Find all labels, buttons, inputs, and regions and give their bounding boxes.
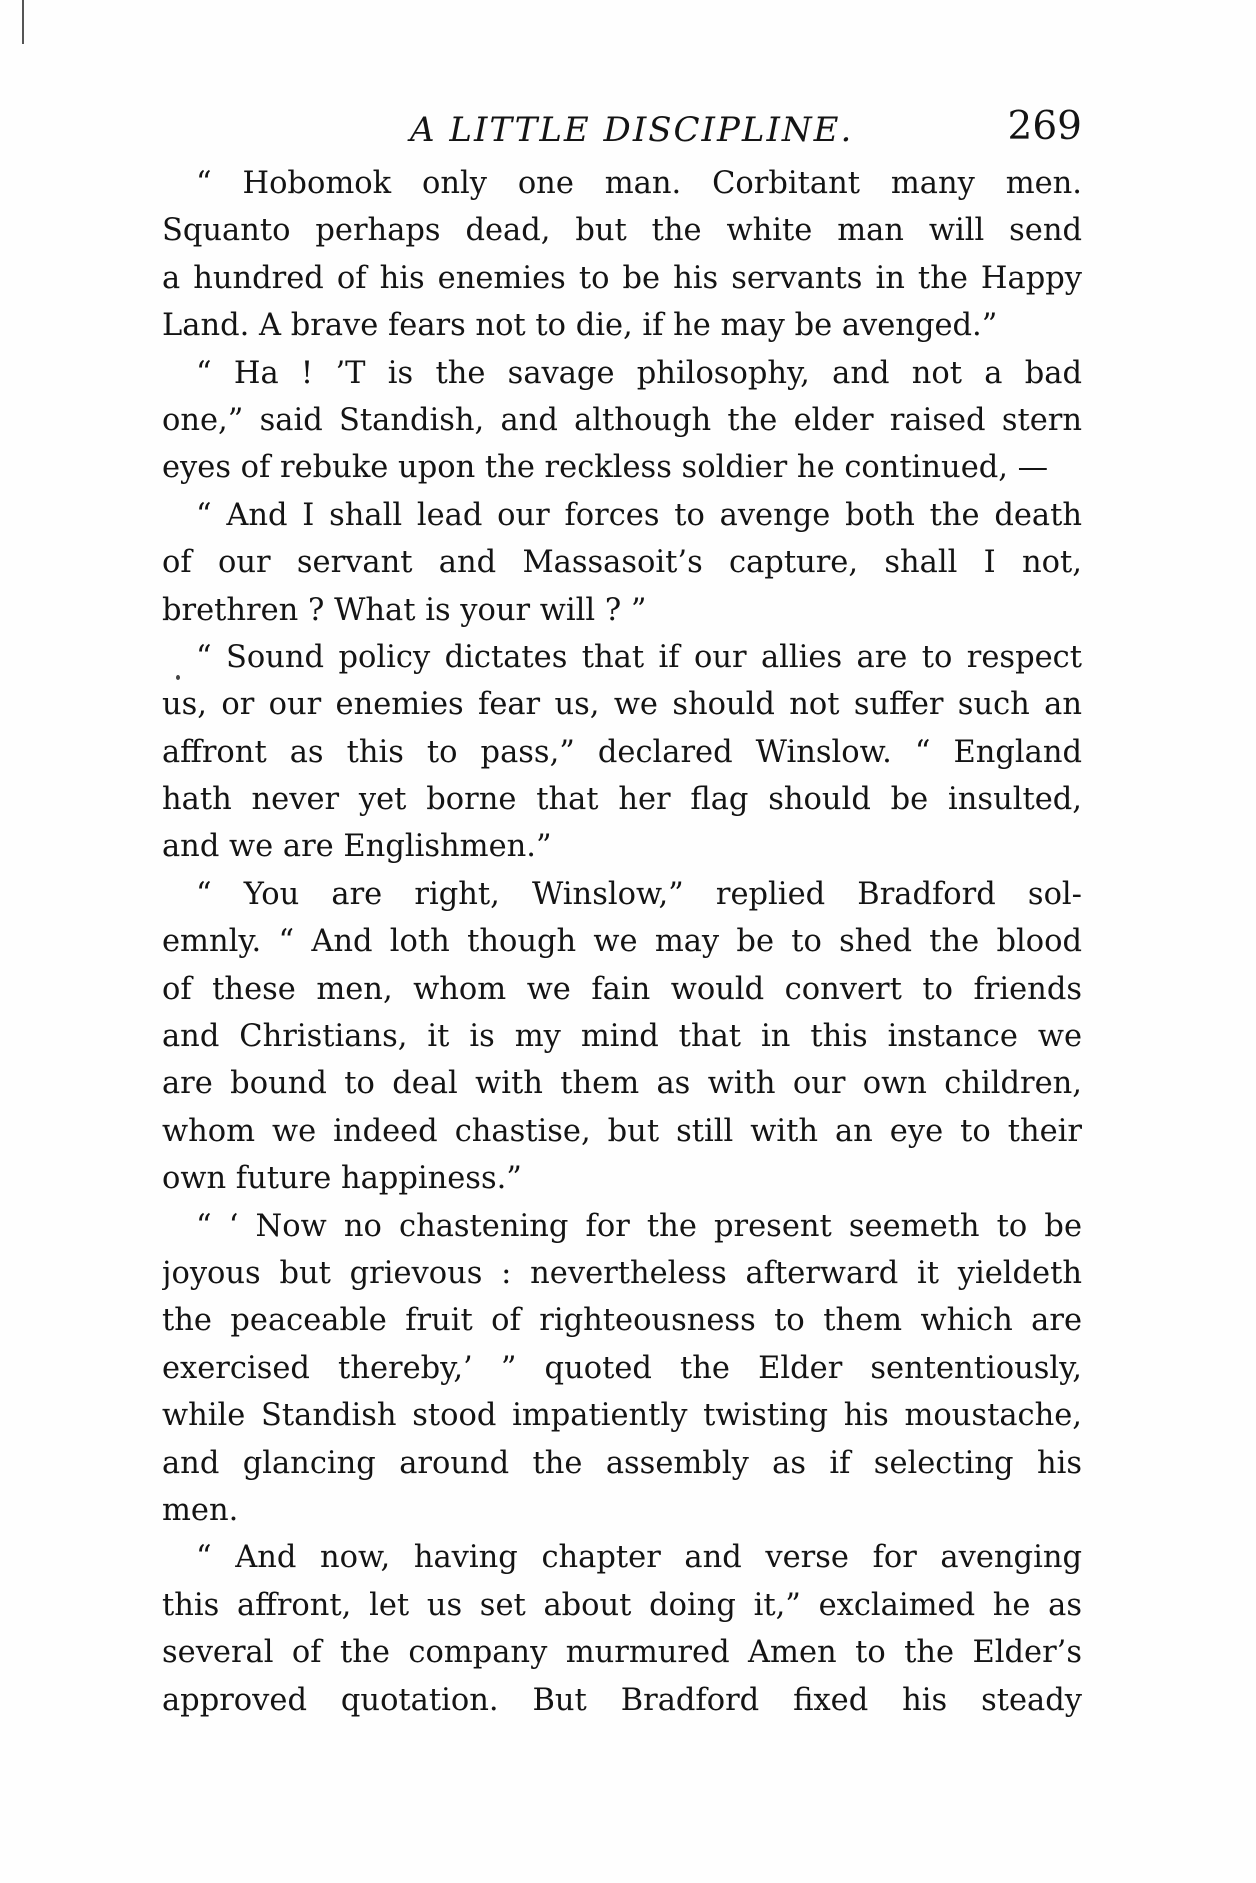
- text-line: “ And I shall lead our forces to avenge both the death: [196, 497, 1082, 533]
- text-line: of these men, whom we fain would convert to friends: [162, 971, 1082, 1007]
- text-line: “ And now, having chapter and verse for avenging: [196, 1540, 1082, 1576]
- text-line: approved quotation. But Bradford fixed his steady: [162, 1682, 1082, 1718]
- text-line: Squanto perhaps dead, but the white man will send: [162, 213, 1082, 249]
- text-line: while Standish stood impatiently twisting his moustache,: [162, 1398, 1082, 1434]
- text-line: whom we indeed chastise, but still with an eye to their: [162, 1113, 1082, 1149]
- text-line: brethren ? What is your will ? ”: [162, 592, 647, 628]
- text-line: affront as this to pass,” declared Winslow. “ England: [162, 734, 1082, 770]
- text-line: “ You are right, Winslow,” replied Bradford sol-: [196, 876, 1082, 912]
- text-line: eyes of rebuke upon the reckless soldier he continued, —: [162, 450, 1049, 486]
- text-line: a hundred of his enemies to be his servants in the Happy: [162, 260, 1082, 296]
- running-title: A LITTLE DISCIPLINE.: [410, 110, 854, 150]
- text-line: “ ‘ Now no chastening for the present seemeth to be: [196, 1208, 1082, 1244]
- scan-edge-mark: [22, 0, 24, 44]
- text-line: hath never yet borne that her flag should be insulted,: [162, 782, 1082, 818]
- text-line: “ Hobomok only one man. Corbitant many men.: [196, 166, 1082, 201]
- text-line: “ Ha ! ’T is the savage philosophy, and not a bad: [196, 355, 1082, 391]
- text-line: are bound to deal with them as with our own children,: [162, 1066, 1082, 1102]
- text-line: the peaceable fruit of righteousness to them which are: [162, 1303, 1082, 1339]
- text-line: several of the company murmured Amen to the Elder’s: [162, 1635, 1082, 1671]
- text-line: and we are Englishmen.”: [162, 829, 552, 865]
- text-line: joyous but grievous : nevertheless afterward it yieldeth: [162, 1255, 1082, 1291]
- page-header: [162, 100, 1082, 160]
- text-line: Land. A brave fears not to die, if he may be avenged.”: [162, 308, 998, 344]
- text-line: and glancing around the assembly as if selecting his: [162, 1445, 1082, 1481]
- text-line: “ Sound policy dictates that if our allies are to respect: [196, 639, 1082, 675]
- text-line: emnly. “ And loth though we may be to shed the blood: [162, 924, 1082, 960]
- text-line: men.: [162, 1492, 239, 1528]
- text-line: own future happiness.”: [162, 1161, 522, 1197]
- page-number: 269: [1007, 104, 1082, 149]
- text-line: of our servant and Massasoit’s capture, shall I not,: [162, 545, 1082, 581]
- text-line: us, or our enemies fear us, we should not suffer such an: [162, 687, 1082, 723]
- text-line: one,” said Standish, and although the elder raised stern: [162, 402, 1082, 438]
- text-line: and Christians, it is my mind that in this instance we: [162, 1019, 1082, 1055]
- text-line: exercised thereby,’ ” quoted the Elder sententiously,: [162, 1350, 1082, 1386]
- text-line: this affront, let us set about doing it,” exclaimed he as: [162, 1587, 1082, 1623]
- body-text: [162, 160, 1082, 1724]
